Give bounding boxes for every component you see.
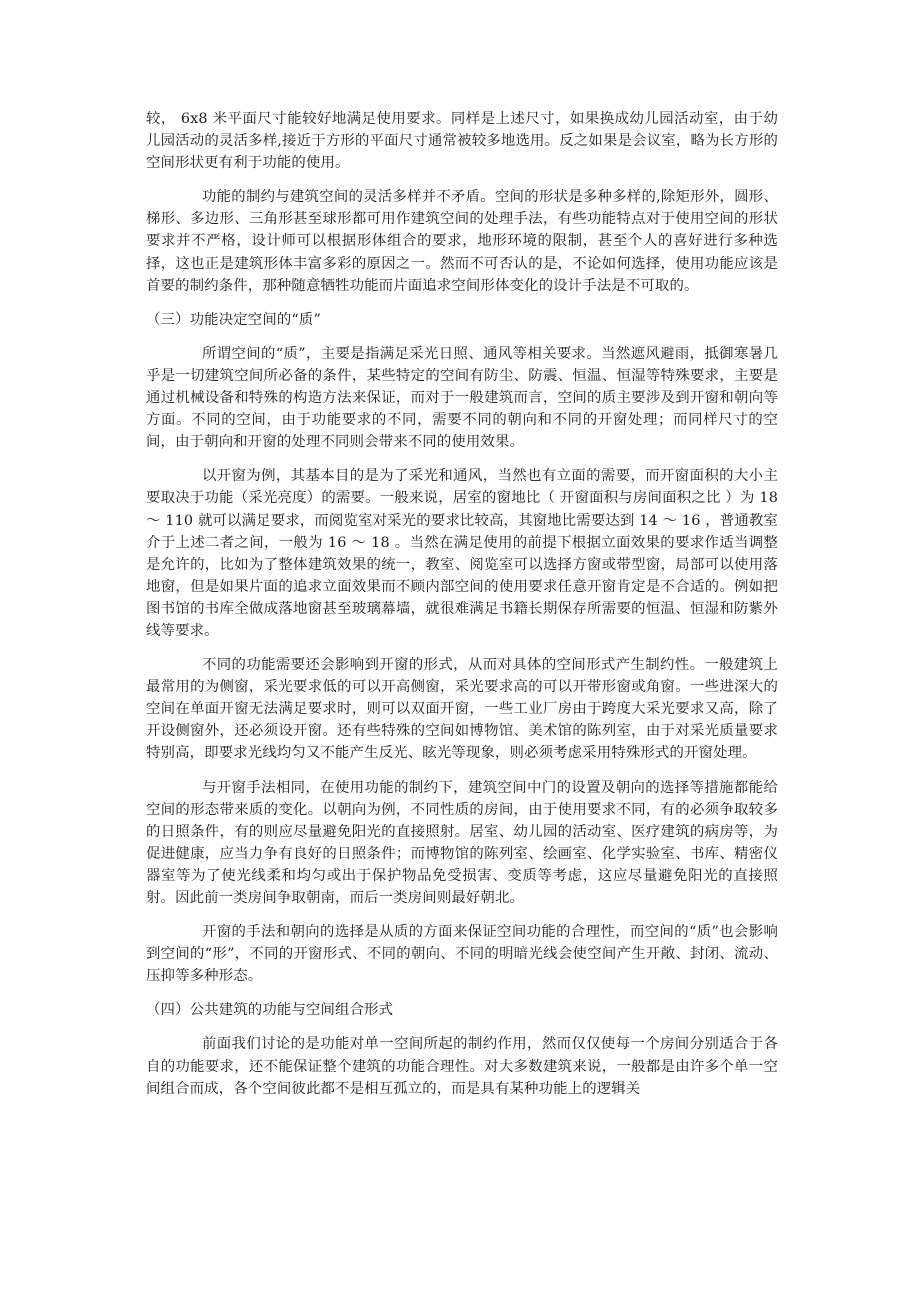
- paragraph: 所谓空间的“质”，主要是指满足采光日照、通风等相关要求。当然遮风避雨，抵御寒暑几乎是一切建筑空间所必备的条件，某些特定的空间有防尘、防震、恒温、恒湿等特殊要求，主要是通过机械设备和特殊的构造方法来保证，而对于一般建筑而言，空间的质主要涉及到开窗和朝向等方面。不同的空间，由于功能要求的不同，需要不同的朝向和不同的开窗处理；而同样尺寸的空间，由于朝向和开窗的处理不同则会带来不同的使用效果。: [146, 345, 778, 451]
- document-page: [146, 108, 778, 1112]
- section-heading: （四）公共建筑的功能与空间组合形式: [146, 1002, 394, 1019]
- paragraph: 前面我们讨论的是功能对单一空间所起的制约作用，然而仅仅使每一个房间分别适合于各自的功能要求，还不能保证整个建筑的功能合理性。对大多数建筑来说，一般都是由许多个单一空间组合而成，各个空间彼此都不是相互孤立的，而是具有某种功能上的逻辑关: [146, 1036, 778, 1097]
- paragraph: 开窗的手法和朝向的选择是从质的方面来保证空间功能的合理性，而空间的“质”也会影响到空间的“形”，不同的开窗形式、不同的朝向、不同的明暗光线会使空间产生开敞、封闭、流动、压抑等多种形态。: [146, 924, 778, 985]
- paragraph: 功能的制约与建筑空间的灵活多样并不矛盾。空间的形状是多种多样的,除矩形外，圆形、梯形、多边形、三角形甚至球形都可用作建筑空间的处理手法，有些功能特点对于使用空间的形状要求并不严格，设计师可以根据形体组合的要求，地形环境的限制，甚至个人的喜好进行多种选择，这也正是建筑形体丰富多彩的原因之一。然而不可否认的是，不论如何选择，使用功能应该是首要的制约条件，那种随意牺牲功能而片面追求空间形体变化的设计手法是不可取的。: [146, 189, 778, 294]
- paragraph: 与开窗手法相同，在使用功能的制约下，建筑空间中门的设置及朝向的选择等措施都能给空间的形态带来质的变化。以朝向为例，不同性质的房间，由于使用要求不同，有的必须争取较多的日照条件，有的则应尽量避免阳光的直接照射。居室、幼儿园的活动室、医疗建筑的病房等，为促进健康，应当力争有良好的日照条件；而博物馆的陈列室、绘画室、化学实验室、书库、精密仪器室等为了使光线柔和均匀或出于保护物品免受损害、变质等考虑，这应尽量避免阳光的直接照射。因此前一类房间争取朝南，而后一类房间则最好朝北。: [146, 779, 778, 906]
- section-heading: （三）功能决定空间的“质”: [146, 311, 321, 328]
- paragraph: 较， 6x8 米平面尺寸能较好地满足使用要求。同样是上述尺寸，如果换成幼儿园活动室，由于幼儿园活动的灵活多样,接近于方形的平面尺寸通常被较多地选用。反之如果是会议室，略为长方形的空间形状更有利于功能的使用。: [146, 111, 778, 172]
- paragraph: 以开窗为例，其基本目的是为了采光和通风，当然也有立面的需要，而开窗面积的大小主要取决于功能（采光亮度）的需要。一般来说，居室的窗地比（ 开窗面积与房间面积之比 ）为 18 ～ 110 就可以满足要求，而阅览室对采光的要求比较高，其窗地比需要达到 14 ～ 16 ，普通教室介于上述二者之间，一般为 16 ～ 18 。当然在满足使用的前提下根据立面效果的要求作适当调整是允许的，比如为了整体建筑效果的统一，教室、阅览室可以选择方窗或带型窗，局部可以使用落地窗，但是如果片面的追求立面效果而不顾内部空间的使用要求任意开窗肯定是不合适的。例如把图书馆的书库全做成落地窗甚至玻璃幕墙，就很难满足书籍长期保存所需要的恒温、恒湿和防紫外线等要求。: [146, 468, 778, 639]
- paragraph: 不同的功能需要还会影响到开窗的形式，从而对具体的空间形式产生制约性。一般建筑上最常用的为侧窗，采光要求低的可以开高侧窗，采光要求高的可以开带形窗或角窗。一些进深大的空间在单面开窗无法满足要求时，则可以双面开窗，一些工业厂房由于跨度大采光要求又高，除了开设侧窗外，还必须设开窗。还有些特殊的空间如博物馆、美术馆的陈列室，由于对采光质量要求特别高，即要求光线均匀又不能产生反光、眩光等现象，则必须考虑采用特殊形式的开窗处理。: [146, 657, 778, 762]
